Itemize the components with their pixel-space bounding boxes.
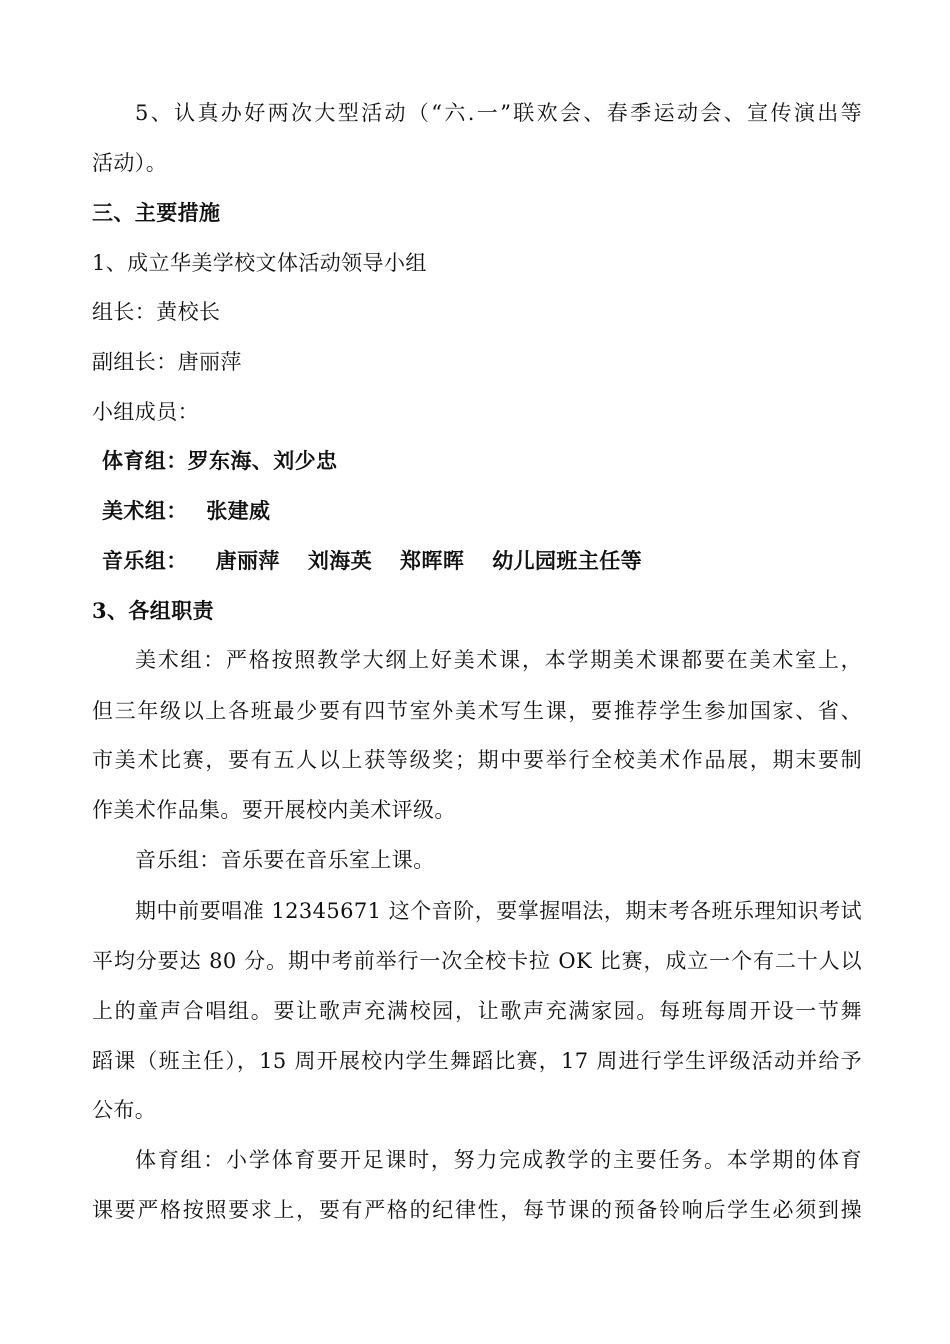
music-duty-line: 蹈课（班主任），15 周开展校内学生舞蹈比赛，17 周进行学生评级活动并给予	[92, 1049, 862, 1073]
music-duty-line: 上的童声合唱组。要让歌声充满校园，让歌声充满家园。每班每周开设一节舞	[92, 999, 862, 1023]
member-art: 美术组： 张建威	[102, 498, 271, 523]
music-duty-intro: 音乐组：音乐要在音乐室上课。	[135, 848, 435, 872]
member-pe: 体育组：罗东海、刘少忠	[102, 448, 338, 473]
member-music-name: 郑晖晖	[400, 548, 465, 573]
art-duty-line: 美术组：严格按照教学大纲上好美术课，本学期美术课都要在美术室上，	[135, 648, 862, 672]
item5-line2: 活动）。	[92, 151, 168, 175]
music-duty-line: 公布。	[92, 1098, 157, 1122]
member-music-label: 音乐组：	[102, 548, 188, 573]
member-music-name: 刘海英	[307, 548, 373, 573]
section3-heading: 三、主要措施	[92, 200, 221, 225]
item5-line1: 5、认真办好两次大型活动（“六.一”联欢会、春季运动会、宣传演出等	[135, 101, 862, 125]
leader-text: 组长：黄校长	[92, 300, 221, 324]
pe-duty-line: 课要严格按照要求上，要有严格的纪律性，每节课的预备铃响后学生必须到操	[92, 1198, 862, 1222]
art-duty-line: 但三年级以上各班最少要有四节室外美术写生课，要推荐学生参加国家、省、	[92, 699, 862, 723]
art-duty-line: 作美术作品集。要开展校内美术评级。	[92, 798, 456, 822]
measure3-heading: 3、各组职责	[92, 598, 215, 623]
pe-duty-line: 体育组：小学体育要开足课时，努力完成教学的主要任务。本学期的体育	[135, 1148, 862, 1172]
art-duty-line: 市美术比赛，要有五人以上获等级奖；期中要举行全校美术作品展，期末要制	[92, 748, 862, 772]
music-duty-line: 期中前要唱准 12345671 这个音阶，要掌握唱法，期末考各班乐理知识考试	[135, 899, 862, 923]
member-music-name: 唐丽萍	[215, 548, 280, 573]
members-label: 小组成员：	[92, 400, 199, 424]
music-duty-line: 平均分要达 80 分。期中考前举行一次全校卡拉 OK 比赛，成立一个有二十人以	[92, 949, 862, 973]
member-music-name: 幼儿园班主任等	[492, 548, 643, 573]
deputy-leader-text: 副组长：唐丽萍	[92, 350, 242, 374]
measure1-text: 1、成立华美学校文体活动领导小组	[92, 251, 427, 275]
member-music	[102, 546, 872, 576]
